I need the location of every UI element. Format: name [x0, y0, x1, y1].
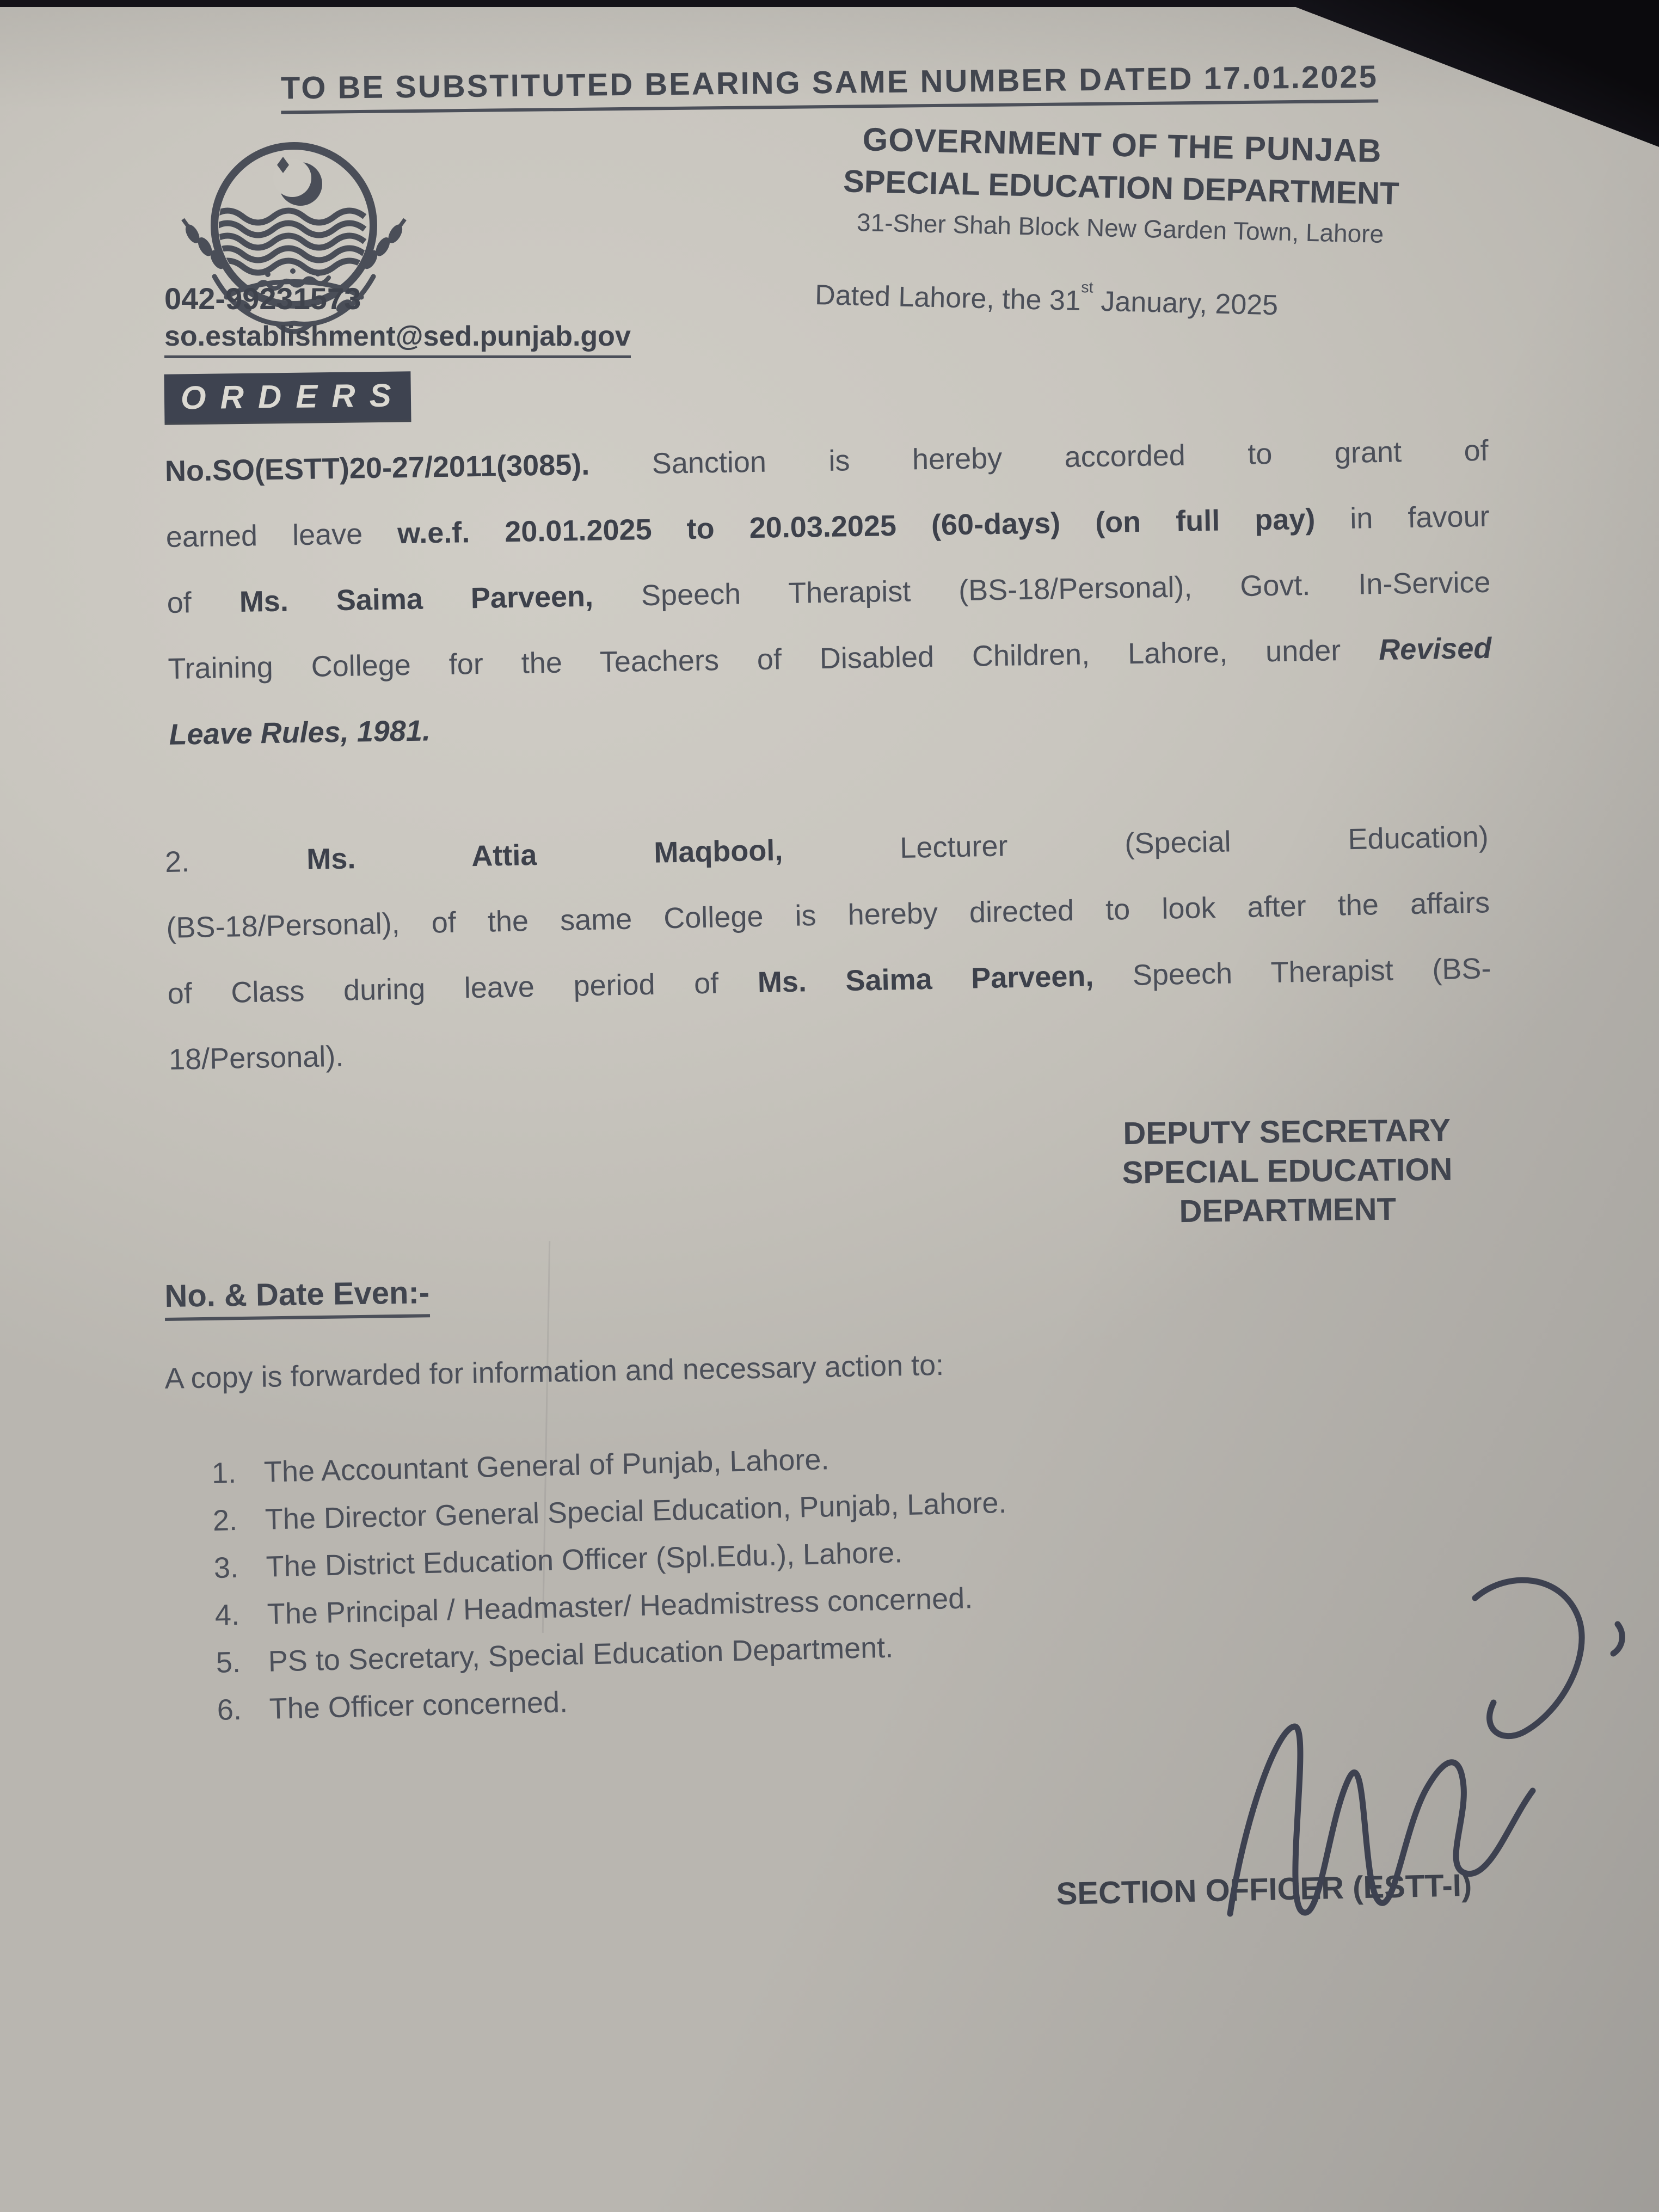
- list-item-text: The District Education Officer (Spl.Edu.), Lahore.: [266, 1536, 903, 1583]
- signatory-title-line: DEPARTMENT: [1179, 1191, 1397, 1230]
- order-number: No.SO(ESTT)20-27/2011(3085).: [164, 448, 590, 488]
- employee-name-segment: Ms. Saima Parveen,: [757, 960, 1094, 999]
- list-item-number: 3.: [213, 1551, 239, 1584]
- signatory-title-line: DEPUTY SECRETARY: [1123, 1112, 1451, 1152]
- paragraph-number: 2.: [164, 845, 190, 878]
- order-paragraph-1: [164, 418, 1493, 768]
- paragraph-line: (BS-18/Personal), of the same College is hereby directed to look after the affairs: [165, 886, 1490, 944]
- list-item-text: The Officer concerned.: [269, 1686, 568, 1725]
- list-item-text: The Principal / Headmaster/ Headmistress concerned.: [267, 1582, 973, 1631]
- handwritten-signature: [1148, 1565, 1655, 1927]
- list-item-number: 5.: [216, 1645, 241, 1679]
- phone-number: 042-99231573: [164, 281, 361, 316]
- signatory-title-line: SPECIAL EDUCATION: [1122, 1151, 1453, 1191]
- date-suffix: January, 2025: [1092, 285, 1279, 322]
- email-address: so.establishment@sed.punjab.gov: [164, 320, 631, 358]
- letterhead: [772, 119, 1471, 251]
- text-segment: earned leave: [165, 518, 363, 554]
- orders-heading: [164, 376, 411, 425]
- rules-reference-segment: Revised: [1378, 631, 1492, 666]
- list-item-number: 1.: [211, 1456, 237, 1490]
- paragraph-line: 18/Personal).: [168, 1040, 344, 1076]
- number-date-even-heading: No. & Date Even:-: [164, 1274, 430, 1321]
- list-item-text: The Accountant General of Punjab, Lahore.: [263, 1443, 830, 1489]
- employee-name-segment: Ms. Saima Parveen,: [239, 580, 594, 618]
- address-line: 31-Sher Shah Block New Garden Town, Lahore: [856, 208, 1384, 248]
- forwarding-line: A copy is forwarded for information and necessary action to:: [164, 1349, 944, 1395]
- date-ordinal: st: [1080, 279, 1093, 297]
- date-line: [815, 279, 1279, 322]
- text-segment: of: [167, 586, 192, 619]
- text-segment: Lecturer (Special Education): [899, 820, 1489, 865]
- text-segment: Speech Therapist (BS-18/Personal), Govt. In-Service: [641, 566, 1491, 612]
- list-item-number: 4.: [214, 1598, 240, 1632]
- leave-period-segment: w.e.f. 20.01.2025 to 20.03.2025 (60-days) (on full pay): [397, 502, 1316, 550]
- list-item-number: 6.: [217, 1693, 242, 1726]
- recipients-list: [211, 1432, 1011, 1734]
- orders-heading-label: ORDERS: [164, 371, 411, 423]
- government-line: GOVERNMENT OF THE PUNJAB: [862, 121, 1382, 169]
- rules-reference-segment: Leave Rules, 1981.: [169, 714, 431, 751]
- section-officer-title: SECTION OFFICER (ESTT-I): [1056, 1867, 1472, 1912]
- date-prefix: Dated Lahore, the 31: [814, 279, 1082, 317]
- signatory-block: [1061, 1110, 1514, 1233]
- text-segment: Sanction is hereby accorded to grant of: [652, 434, 1489, 480]
- list-item-number: 2.: [212, 1503, 238, 1537]
- text-segment: Training College for the Teachers of Disabled Children, Lahore, under: [168, 634, 1341, 685]
- list-item-text: The Director General Special Education, Punjab, Lahore.: [265, 1486, 1007, 1536]
- order-paragraph-2: [164, 804, 1493, 1093]
- text-segment: of Class during leave period of: [167, 967, 719, 1010]
- text-segment: in favour: [1349, 500, 1490, 535]
- employee-name-segment: Ms. Attia Maqbool,: [306, 834, 783, 876]
- list-item-text: PS to Secretary, Special Education Department.: [268, 1631, 894, 1678]
- substitution-notice: TO BE SUBSTITUTED BEARING SAME NUMBER DATED 17.01.2025: [281, 58, 1379, 114]
- text-segment: Speech Therapist (BS-: [1132, 952, 1491, 992]
- department-line: SPECIAL EDUCATION DEPARTMENT: [843, 163, 1400, 212]
